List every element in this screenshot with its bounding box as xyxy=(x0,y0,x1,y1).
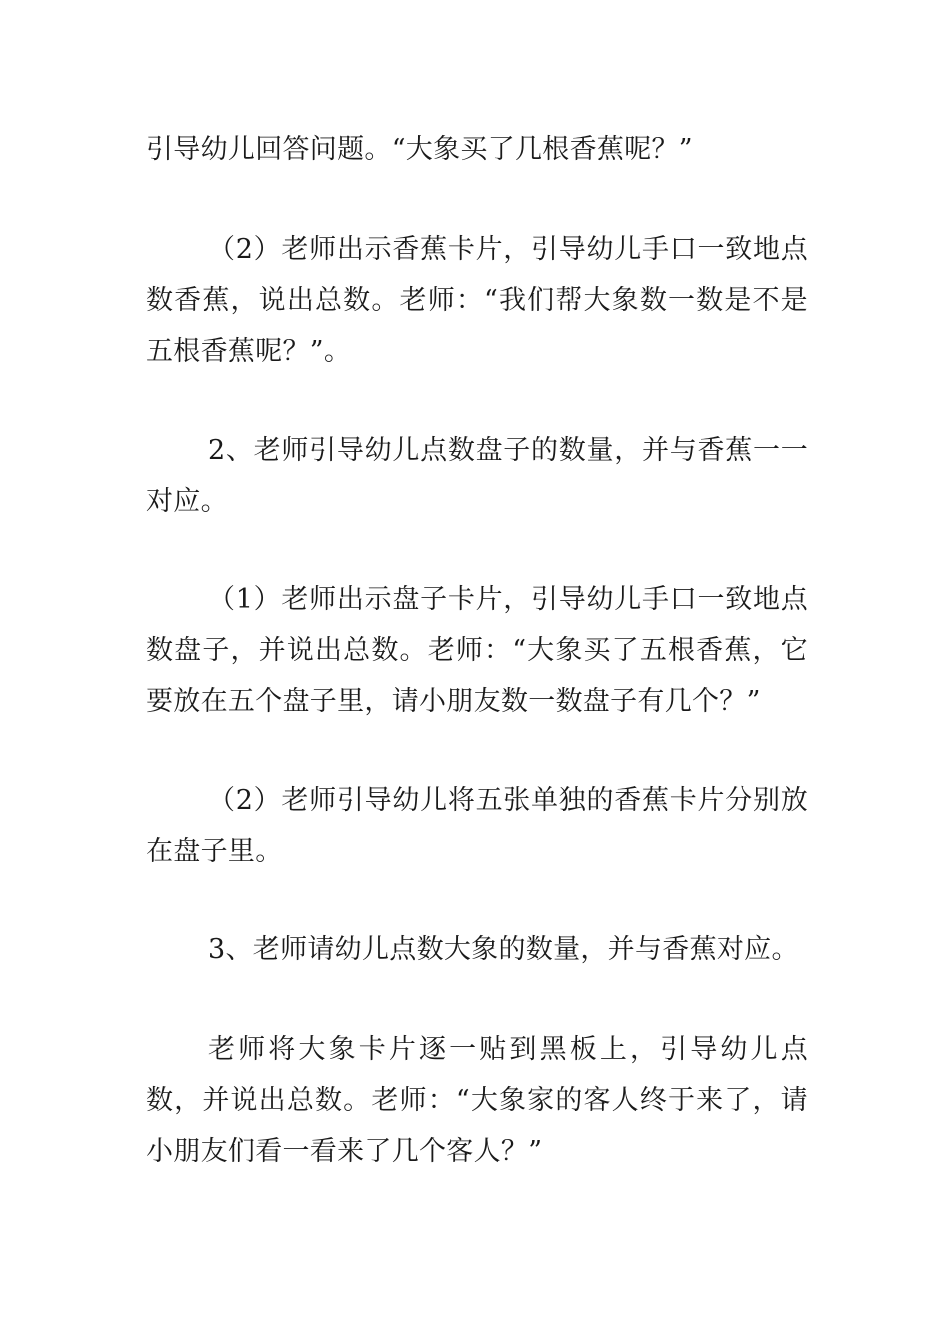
paragraph-show-plate-cards: （1）老师出示盘子卡片，引导幼儿手口一致地点数盘子，并说出总数。老师：“大象买了五根香蕉，它要放在五个盘子里，请小朋友数一数盘子有几个？” xyxy=(146,584,808,717)
paragraph-count-plates: 2、老师引导幼儿点数盘子的数量，并与香蕉一一对应。 xyxy=(146,435,808,517)
paragraph-show-banana-cards: （2）老师出示香蕉卡片，引导幼儿手口一致地点数香蕉，说出总数。老师：“我们帮大象数一数是不是五根香蕉呢？”。 xyxy=(146,234,808,367)
paragraph-elephant-cards: 老师将大象卡片逐一贴到黑板上，引导幼儿点数，并说出总数。老师：“大象家的客人终于来了，请小朋友们看一看来了几个客人？” xyxy=(146,1034,808,1167)
paragraph-question-bananas: 引导幼儿回答问题。“大象买了几根香蕉呢？” xyxy=(146,134,693,165)
paragraph-place-bananas: （2）老师引导幼儿将五张单独的香蕉卡片分别放在盘子里。 xyxy=(146,785,808,867)
paragraph-count-elephants: 3、老师请幼儿点数大象的数量，并与香蕉对应。 xyxy=(208,934,799,965)
